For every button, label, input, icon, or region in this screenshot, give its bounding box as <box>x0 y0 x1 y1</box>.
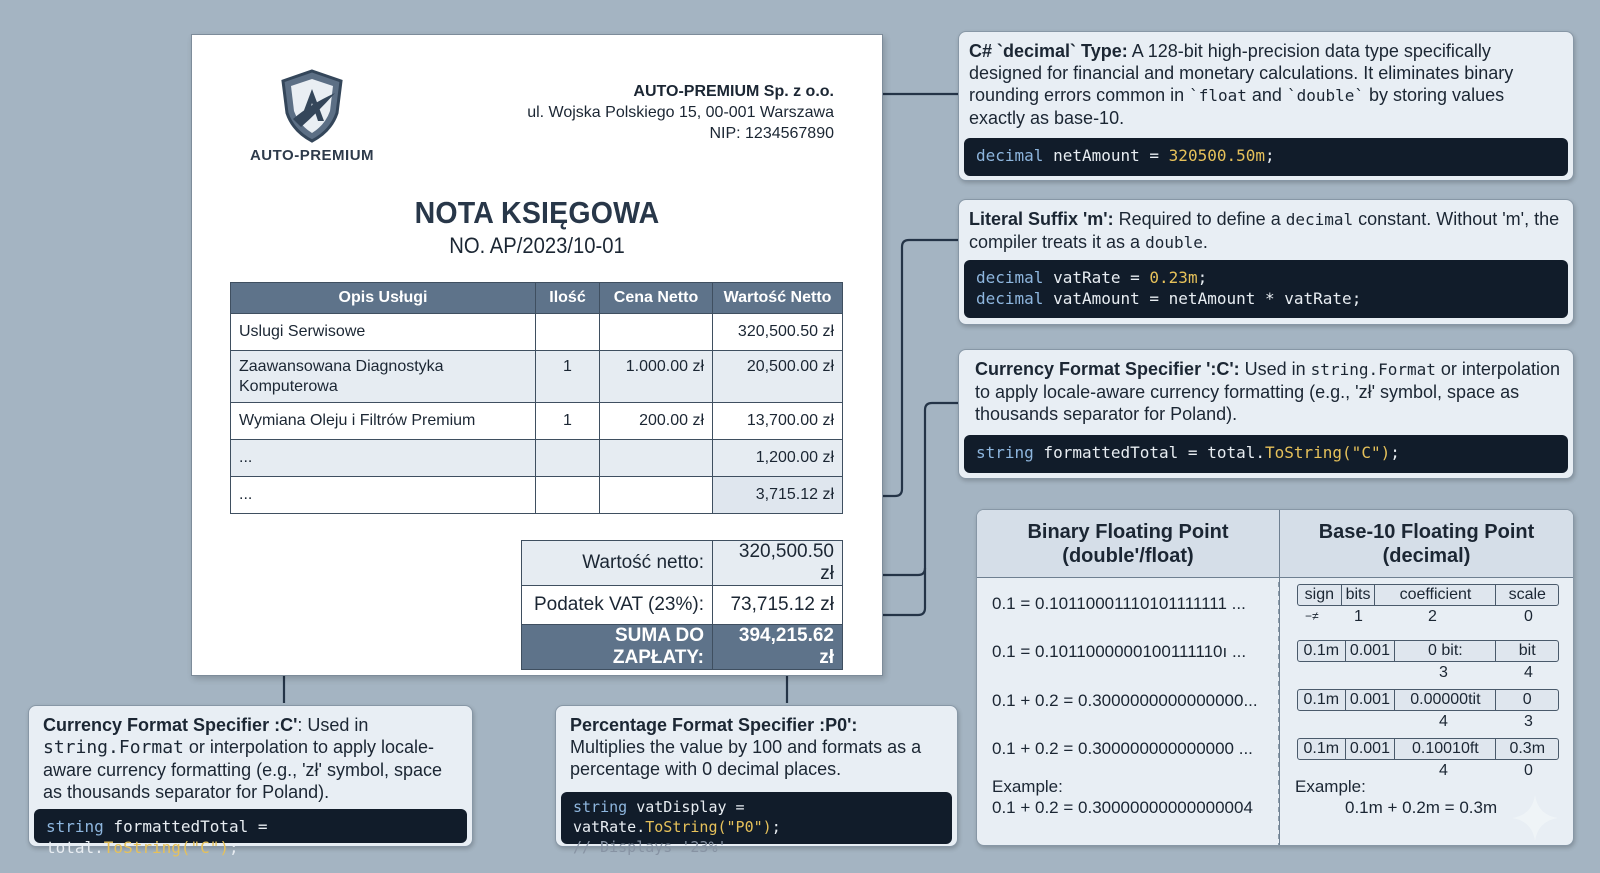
code-literal: 0.23m <box>1149 268 1198 287</box>
callout-text: A 128-bit high-precision data type specifically designed for financial and monetary calculations. It eliminates binary rounding errors common in <box>969 41 1514 105</box>
shield-logo-icon <box>279 69 345 143</box>
binary-line: 0.1 + 0.2 = 0.3000000000000000... <box>992 691 1258 710</box>
column-header: Ilość <box>536 283 600 314</box>
net-total-label: Wartość netto: <box>522 541 713 586</box>
floating-point-comparison <box>976 509 1574 846</box>
row-price <box>600 314 713 351</box>
invoice-document <box>191 34 883 676</box>
document-number: NO. AP/2023/10-01 <box>449 233 625 258</box>
code-text: ; <box>1197 268 1208 287</box>
callout-text: . <box>1202 232 1208 252</box>
bits-cell: coefficient <box>1375 585 1496 605</box>
bits-sub: 3 <box>1439 664 1448 681</box>
bits-cell: 0.001 <box>1346 641 1396 661</box>
vat-row <box>522 586 843 625</box>
binary-header <box>977 510 1279 578</box>
sparkle-icon <box>1510 793 1560 843</box>
callout-title: C# `decimal` Type: <box>969 41 1128 61</box>
decimal-example-label: Example: <box>1295 777 1366 796</box>
bits-cell: 0 <box>1522 691 1532 708</box>
bits-sub: 4 <box>1524 664 1533 681</box>
code-literal: ToString("C") <box>1264 443 1391 462</box>
callout-currency-format-left <box>28 705 473 857</box>
inline-code: string <box>43 737 109 758</box>
binary-example: 0.1 + 0.2 = 0.30000000000000004 <box>992 798 1253 817</box>
row-description: Zaawansowana Diagnostyka Komputerowa <box>231 351 536 403</box>
row-quantity <box>536 440 600 477</box>
dashed-divider <box>1277 582 1281 846</box>
code-keyword: string <box>46 817 104 836</box>
company-nip: NIP: 1234567890 <box>709 125 834 142</box>
vat-label: Podatek VAT (23%): <box>522 586 713 625</box>
inline-code: `float <box>1189 86 1247 105</box>
bits-cell: 0.1m <box>1298 641 1346 661</box>
row-quantity <box>536 314 600 351</box>
company-logo <box>232 69 392 179</box>
callout-currency-format-right <box>958 349 1574 479</box>
row-price <box>600 477 713 514</box>
logo-text: AUTO-PREMIUM <box>249 147 375 164</box>
code-text: formattedTotal = total. <box>46 817 268 857</box>
row-description: ... <box>231 440 536 477</box>
callout-title: Literal Suffix 'm': <box>969 209 1114 229</box>
callout-text: or interpolation to apply locale-aware currency formatting (e.g., 'zł' symbol, space as thousands separator for Poland). <box>43 737 443 802</box>
bits-cell: 0.10010ft <box>1395 739 1496 759</box>
column-header: Wartość Netto <box>713 283 843 314</box>
callout-text: : Used in <box>297 715 369 735</box>
row-description: Wymiana Oleju i Filtrów Premium <box>231 403 536 440</box>
bits-sub: 0 <box>1524 608 1533 625</box>
code-text: vatAmount = netAmount * vatRate; <box>1043 289 1362 308</box>
callout-literal-suffix <box>958 199 1574 325</box>
table-row <box>231 351 843 403</box>
code-text: vatDisplay = vatRate. <box>573 798 745 836</box>
callout-title: Currency Format Specifier ':C': <box>975 359 1240 379</box>
row-quantity: 1 <box>536 351 600 403</box>
row-price: 200.00 zł <box>600 403 713 440</box>
bits-sub: 1 <box>1354 608 1363 625</box>
bits-cell: 0.1m <box>1298 690 1346 710</box>
code-text: netAmount = <box>1043 146 1169 165</box>
table-row <box>231 314 843 351</box>
table-header-row <box>231 283 843 314</box>
bits-cell: scale <box>1508 586 1546 603</box>
decimal-bits-row <box>1297 640 1559 662</box>
row-description: Uslugi Serwisowe <box>231 314 536 351</box>
row-value: 20,500.00 zł <box>713 351 843 403</box>
table-row <box>231 440 843 477</box>
table-row <box>231 403 843 440</box>
code-snippet <box>964 138 1568 176</box>
callout-decimal-type <box>958 31 1574 181</box>
inline-code: decimal <box>1285 210 1354 229</box>
totals-table <box>521 540 843 670</box>
code-snippet <box>34 809 467 857</box>
code-comment: // Displays '23%' <box>573 838 727 856</box>
vat-value: 73,715.12 zł <box>713 586 843 625</box>
decimal-bits-row <box>1297 584 1559 606</box>
net-total-value: 320,500.50 zł <box>713 541 843 586</box>
column-header: Opis Usługi <box>231 283 536 314</box>
code-text: ; <box>229 838 239 857</box>
bits-sub: −≠ <box>1305 609 1319 623</box>
callout-text: by storing values exactly as base-10. <box>969 85 1505 128</box>
bits-cell: bit <box>1518 642 1536 659</box>
callout-title: Currency Format Specifier :C' <box>43 715 298 735</box>
bits-sub: 2 <box>1428 608 1437 625</box>
callout-text: Multiplies the value by 100 and formats as a percentage with 0 decimal places. <box>570 737 922 779</box>
sum-value: 394,215.62 zł <box>713 625 843 670</box>
code-literal: ToString("P0") <box>645 818 772 836</box>
code-keyword: string <box>573 798 628 816</box>
bits-cell: 0.001 <box>1346 690 1396 710</box>
code-literal: ToString("C") <box>103 838 230 857</box>
table-row <box>231 477 843 514</box>
callout-text: Used in <box>1239 359 1311 379</box>
bits-cell: 0.00000tit <box>1395 690 1496 710</box>
binary-line: 0.1 = 0.10110001110101111111 ... <box>992 594 1246 613</box>
row-price: 1.000.00 zł <box>600 351 713 403</box>
code-snippet <box>964 260 1568 318</box>
bits-sub: 3 <box>1524 713 1533 730</box>
bits-cell: bits <box>1342 585 1376 605</box>
items-table <box>230 282 843 514</box>
code-keyword: string <box>976 443 1034 462</box>
row-quantity: 1 <box>536 403 600 440</box>
callout-text: and <box>1246 85 1287 105</box>
inline-code: .Format <box>108 737 184 758</box>
company-address: ul. Wojska Polskiego 15, 00-001 Warszawa <box>527 104 834 121</box>
decimal-header-text: Base-10 Floating Point (decimal) <box>1318 520 1535 567</box>
decimal-bits-row <box>1297 689 1559 711</box>
callout-text: constant. Without 'm', the compiler treats it as a <box>969 209 1560 252</box>
row-quantity <box>536 477 600 514</box>
code-snippet <box>964 435 1568 473</box>
row-price <box>600 440 713 477</box>
bits-cell: 0 bit: <box>1395 641 1496 661</box>
code-text: formattedTotal = total. <box>1033 443 1265 462</box>
bits-cell: sign <box>1298 585 1342 605</box>
decimal-example: 0.1m + 0.2m = 0.3m <box>1345 798 1498 817</box>
inline-code: .Format <box>1368 360 1436 379</box>
callout-percentage-format <box>555 705 958 856</box>
bits-sub: 4 <box>1439 762 1448 779</box>
bits-sub: 4 <box>1439 713 1448 730</box>
company-name: AUTO-PREMIUM Sp. z o.o. <box>633 83 834 100</box>
row-value: 320,500.50 zł <box>713 314 843 351</box>
code-text: ; <box>1390 443 1400 462</box>
binary-header-text: Binary Floating Point (double'/float) <box>1027 520 1229 567</box>
decimal-header <box>1280 510 1573 578</box>
code-snippet <box>561 792 952 856</box>
row-value: 1,200.00 zł <box>713 440 843 477</box>
inline-code: string <box>1310 360 1369 379</box>
document-title: NOTA KSIĘGOWA <box>414 195 660 230</box>
callout-title: Percentage Format Specifier :P0': <box>570 715 858 735</box>
decimal-bits-row <box>1297 738 1559 760</box>
sum-label: SUMA DO ZAPŁATY: <box>522 625 713 670</box>
bits-cell: 0.3m <box>1509 740 1546 757</box>
sum-row <box>522 625 843 670</box>
code-keyword: decimal <box>976 146 1044 165</box>
code-keyword: decimal <box>976 289 1044 308</box>
row-value: 3,715.12 zł <box>713 477 843 514</box>
code-text: vatRate = <box>1043 268 1150 287</box>
binary-line: 0.1 + 0.2 = 0.300000000000000 ... <box>992 739 1253 758</box>
binary-line: 0.1 = 0.1011000000100111110ı ... <box>992 642 1247 661</box>
bits-cell: 0.001 <box>1346 739 1396 759</box>
row-value: 13,700.00 zł <box>713 403 843 440</box>
bits-cell: 0.1m <box>1298 739 1346 759</box>
company-info <box>527 81 834 144</box>
code-text: ; <box>771 818 781 836</box>
code-literal: 320500.50m <box>1168 146 1265 165</box>
inline-code: `double` <box>1286 86 1365 105</box>
inline-code: double <box>1145 233 1203 252</box>
bits-sub: 0 <box>1524 762 1533 779</box>
row-description: ... <box>231 477 536 514</box>
callout-text: Required to define a <box>1113 209 1286 229</box>
column-header: Cena Netto <box>600 283 713 314</box>
code-keyword: decimal <box>976 268 1044 287</box>
net-total-row <box>522 541 843 586</box>
binary-example-label: Example: <box>992 777 1063 796</box>
callout-text: or interpolation to apply locale-aware currency formatting (e.g., 'zł' symbol, space as thousands separator for Poland). <box>975 359 1560 424</box>
code-text: ; <box>1265 146 1275 165</box>
